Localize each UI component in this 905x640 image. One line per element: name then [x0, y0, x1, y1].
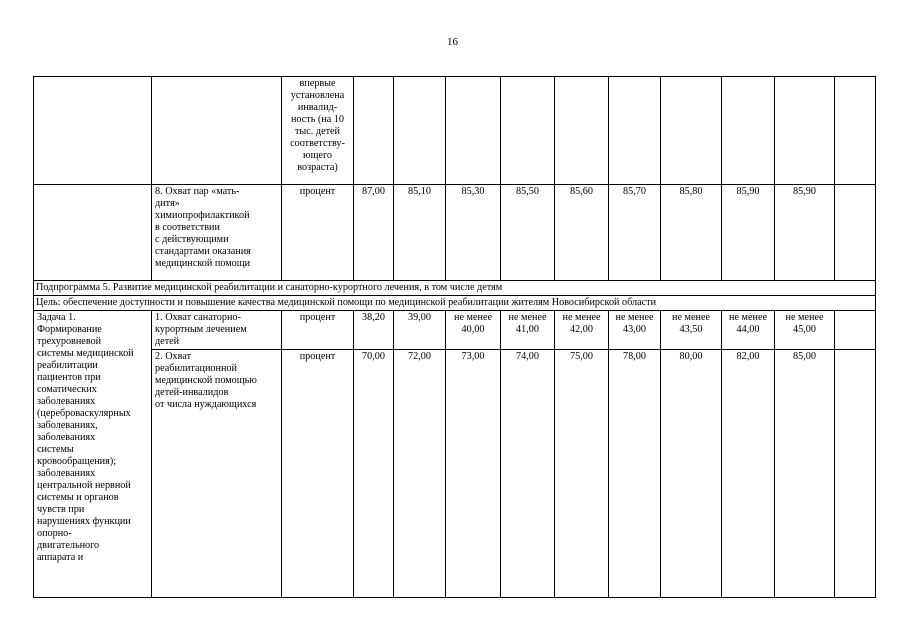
value-cell: 85,80 — [661, 185, 722, 281]
unit-line: тыс. детей — [294, 126, 341, 137]
value-cell: 39,00 — [394, 311, 446, 350]
value-cell: 85,60 — [555, 185, 609, 281]
value-cell-empty — [835, 350, 876, 598]
subprogram-title: Подпрограмма 5. Развитие медицинской реабилитации и санаторно-курортного лечения, в том числе детям — [34, 281, 876, 296]
indicator-line: детей — [155, 336, 180, 347]
unit-line: возраста) — [297, 162, 338, 173]
value-cell: 38,20 — [354, 311, 394, 350]
indicators-table — [33, 76, 876, 598]
value-cell-empty — [835, 311, 876, 350]
indicator-name-cell — [152, 350, 282, 598]
value-cell: 73,00 — [446, 350, 501, 598]
task-line: чувств при — [37, 504, 85, 515]
unit-line: ность (на 10 — [290, 114, 345, 125]
value-number: 45,00 — [793, 324, 816, 335]
task-line: кровообращения); — [37, 456, 117, 467]
value-cell: 87,00 — [354, 185, 394, 281]
indicator-line: 1. Охват санаторно- — [155, 312, 241, 323]
task-line: Формирование — [37, 324, 102, 335]
task-line: пациентов при — [37, 372, 101, 383]
value-cell — [609, 311, 661, 350]
unit-cell — [282, 77, 354, 185]
value-cell-empty — [609, 77, 661, 185]
value-qualifier: не менее — [785, 312, 824, 323]
unit-line: инвалид- — [297, 102, 338, 113]
indicator-line: медицинской помощи — [155, 258, 251, 269]
value-cell-empty — [394, 77, 446, 185]
task-line: опорно- — [37, 528, 72, 539]
task-line: заболеваниях, — [37, 420, 98, 431]
indicator-line: курортным лечением — [155, 324, 247, 335]
task-line: аппарата и — [37, 552, 84, 563]
unit-line: ющего — [303, 150, 332, 161]
value-cell: 80,00 — [661, 350, 722, 598]
value-qualifier: не менее — [562, 312, 601, 323]
value-cell: 85,90 — [722, 185, 775, 281]
table-row — [34, 296, 876, 311]
indicator-line: от числа нуждающихся — [155, 399, 257, 410]
value-cell-empty — [775, 77, 835, 185]
value-qualifier: не менее — [454, 312, 492, 323]
value-cell: 85,10 — [394, 185, 446, 281]
table-row — [34, 350, 876, 598]
indicator-line: в соответствии — [155, 222, 220, 233]
indicator-line: дитя» — [155, 198, 180, 209]
value-qualifier: не менее — [672, 312, 710, 323]
indicator-cell-empty — [152, 77, 282, 185]
unit-cell: процент — [282, 350, 354, 598]
value-number: 40,00 — [461, 324, 485, 335]
value-cell-empty — [835, 77, 876, 185]
value-cell: 85,00 — [775, 350, 835, 598]
value-cell-empty — [501, 77, 555, 185]
indicator-line: детей-инвалидов — [155, 387, 229, 398]
indicator-name-cell — [152, 185, 282, 281]
task-line: (цереброваскулярных — [37, 408, 131, 419]
task-line: системы медицинской — [37, 348, 134, 359]
task-line: системы и органов — [37, 492, 119, 503]
value-cell: 85,30 — [446, 185, 501, 281]
unit-line: соответству- — [290, 138, 345, 149]
unit-line: впервые — [299, 78, 336, 89]
unit-line: установлена — [290, 90, 345, 101]
task-line: заболеваниях — [37, 468, 96, 479]
value-number: 43,00 — [623, 324, 646, 335]
value-qualifier: не менее — [729, 312, 767, 323]
task-cell-empty — [34, 185, 152, 281]
page-number: 16 — [447, 36, 458, 48]
value-cell: 70,00 — [354, 350, 394, 598]
table-row — [34, 281, 876, 296]
value-cell: 85,70 — [609, 185, 661, 281]
table-row — [34, 185, 876, 281]
indicator-line: 8. Охват пар «мать- — [155, 186, 240, 197]
value-cell: 72,00 — [394, 350, 446, 598]
unit-cell: процент — [282, 185, 354, 281]
value-cell — [555, 311, 609, 350]
task-line: трехуровневой — [37, 336, 102, 347]
indicator-line: медицинской помощью — [155, 375, 257, 386]
value-cell-empty — [835, 185, 876, 281]
goal-title: Цель: обеспечение доступности и повышение качества медицинской помощи по медицинской реабилитации жителям Новосибирской области — [34, 296, 876, 311]
task-line: нарушениях функции — [37, 516, 131, 527]
unit-cell: процент — [282, 311, 354, 350]
value-number: 41,00 — [516, 324, 539, 335]
value-cell: 85,90 — [775, 185, 835, 281]
indicator-line: химиопрофилактикой — [155, 210, 250, 221]
indicator-line: стандартами оказания — [155, 246, 251, 257]
value-cell: 85,50 — [501, 185, 555, 281]
task-line: реабилитации — [37, 360, 98, 371]
value-cell: 75,00 — [555, 350, 609, 598]
value-cell — [661, 311, 722, 350]
value-cell — [446, 311, 501, 350]
value-cell — [501, 311, 555, 350]
value-cell: 78,00 — [609, 350, 661, 598]
task-line: заболеваниях — [37, 432, 96, 443]
task-line: центральной нервной — [37, 480, 131, 491]
indicator-line: с действующими — [155, 234, 229, 245]
task-line: заболеваниях — [37, 396, 96, 407]
task-cell-empty — [34, 77, 152, 185]
value-cell-empty — [354, 77, 394, 185]
indicator-line: реабилитационной — [155, 363, 237, 374]
value-cell-empty — [446, 77, 501, 185]
value-cell — [775, 311, 835, 350]
indicator-name-cell — [152, 311, 282, 350]
task-line: двигательного — [37, 540, 100, 551]
value-cell — [722, 311, 775, 350]
table-row — [34, 311, 876, 350]
value-number: 43,50 — [679, 324, 703, 335]
value-qualifier: не менее — [615, 312, 654, 323]
value-cell-empty — [661, 77, 722, 185]
value-number: 42,00 — [570, 324, 593, 335]
task-line: соматических — [37, 384, 97, 395]
value-cell-empty — [555, 77, 609, 185]
value-number: 44,00 — [736, 324, 760, 335]
task-cell — [34, 311, 152, 598]
task-line: системы — [37, 444, 74, 455]
value-cell-empty — [722, 77, 775, 185]
value-cell: 74,00 — [501, 350, 555, 598]
indicator-line: 2. Охват — [155, 351, 192, 362]
value-cell: 82,00 — [722, 350, 775, 598]
value-qualifier: не менее — [508, 312, 547, 323]
task-line: Задача 1. — [37, 312, 76, 323]
table-row — [34, 77, 876, 185]
